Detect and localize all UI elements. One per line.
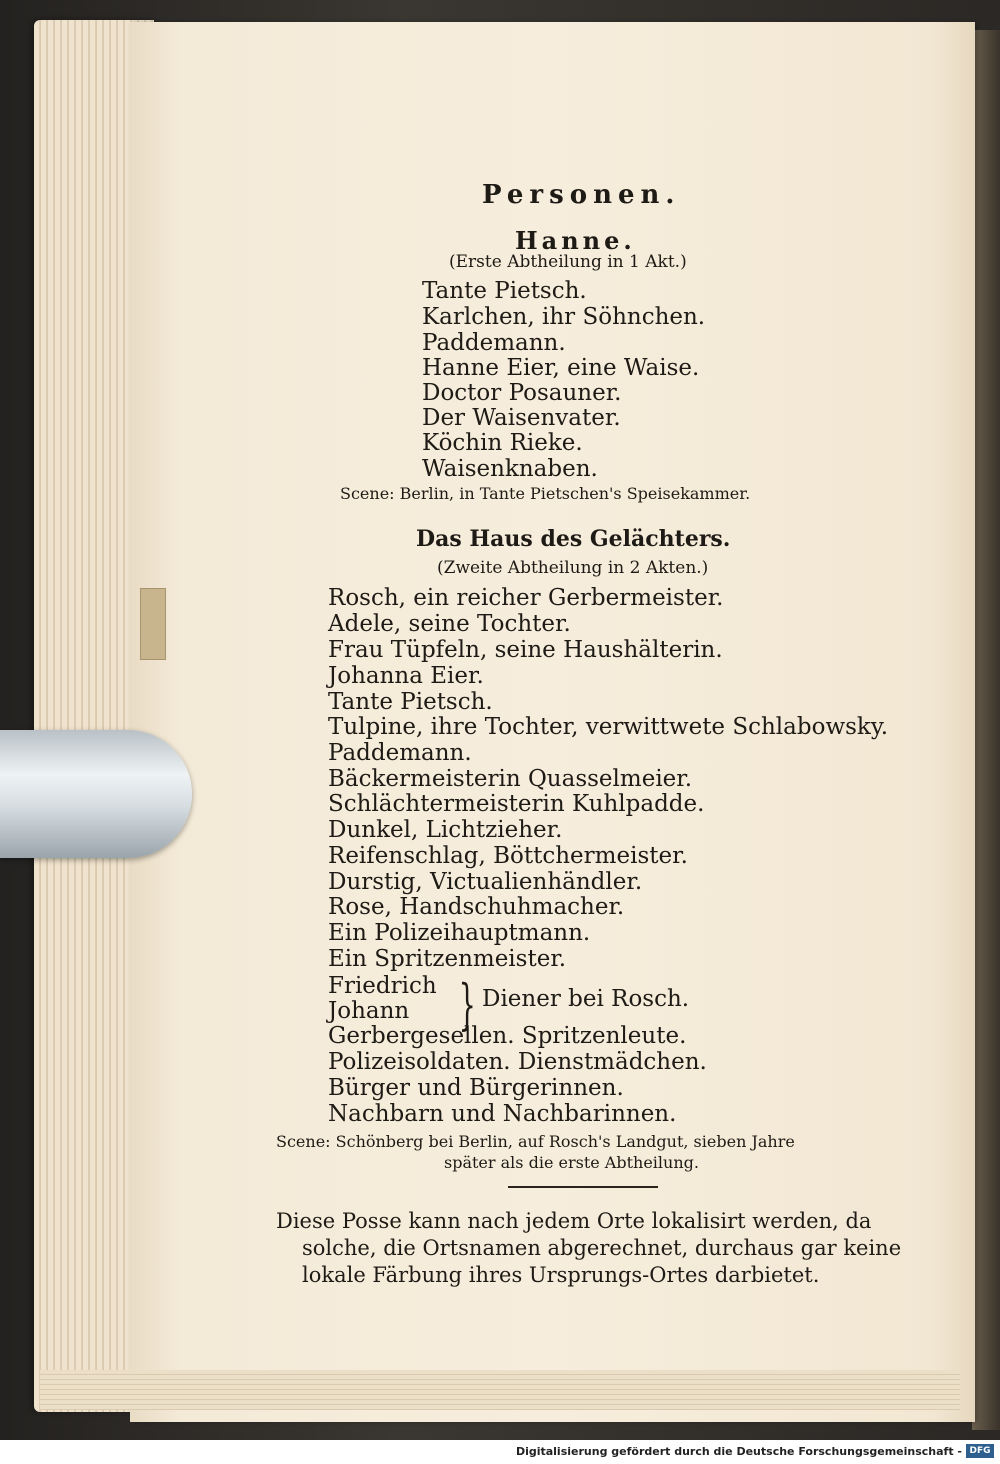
part2-role-group: Gerbergesellen. Spritzenleute.	[328, 1023, 687, 1049]
part1-role: Waisenknaben.	[422, 456, 598, 482]
digitization-credit: Digitalisierung gefördert durch die Deutsche Forschungsgemeinschaft -	[515, 1445, 962, 1458]
part2-role: Rosch, ein reicher Gerbermeister.	[328, 585, 724, 611]
note-line: solche, die Ortsnamen abgerechnet, durchaus gar keine	[302, 1236, 902, 1260]
part2-scene: später als die erste Abtheilung.	[444, 1153, 699, 1172]
book-bottom-edges	[40, 1370, 960, 1410]
part2-role: Ein Polizeihauptmann.	[328, 920, 591, 946]
part1-subtitle: (Erste Abtheilung in 1 Akt.)	[449, 252, 687, 272]
part2-role-group: Bürger und Bürgerinnen.	[328, 1075, 624, 1101]
dfg-logo: DFG	[966, 1444, 994, 1458]
part1-role: Doctor Posauner.	[422, 380, 622, 406]
part2-role: Tante Pietsch.	[328, 689, 493, 715]
section-divider	[508, 1186, 658, 1188]
part2-role: Tulpine, ihre Tochter, verwittwete Schlabowsky.	[328, 714, 889, 740]
part2-role: Johanna Eier.	[328, 663, 484, 689]
servant-name: Friedrich	[328, 973, 437, 999]
page-clip	[0, 730, 192, 858]
part1-scene: Scene: Berlin, in Tante Pietschen's Speisekammer.	[340, 484, 751, 503]
part1-role: Der Waisenvater.	[422, 405, 621, 431]
part2-role: Ein Spritzenmeister.	[328, 946, 567, 972]
book-spine-edge	[972, 30, 1000, 1430]
servants-description: Diener bei Rosch.	[482, 986, 690, 1012]
page-title: Personen.	[482, 180, 681, 210]
part1-role: Hanne Eier, eine Waise.	[422, 355, 700, 381]
part2-role: Dunkel, Lichtzieher.	[328, 817, 563, 843]
part2-title: Das Haus des Gelächters.	[416, 526, 731, 552]
part2-role: Adele, seine Tochter.	[328, 611, 571, 637]
part2-scene: Scene: Schönberg bei Berlin, auf Rosch's Landgut, sieben Jahre	[276, 1132, 795, 1151]
part2-subtitle: (Zweite Abtheilung in 2 Akten.)	[437, 558, 709, 578]
brace-symbol: }	[458, 973, 476, 1036]
part2-role: Frau Tüpfeln, seine Haushälterin.	[328, 637, 723, 663]
part2-role: Reifenschlag, Böttchermeister.	[328, 843, 688, 869]
part1-role: Tante Pietsch.	[422, 278, 587, 304]
part2-role-group: Nachbarn und Nachbarinnen.	[328, 1101, 677, 1127]
part2-role: Durstig, Victualienhändler.	[328, 869, 643, 895]
note-line: Diese Posse kann nach jedem Orte lokalisirt werden, da	[276, 1209, 872, 1233]
part2-role: Schlächtermeisterin Kuhlpadde.	[328, 791, 705, 817]
part2-role: Paddemann.	[328, 740, 472, 766]
part1-role: Karlchen, ihr Söhnchen.	[422, 304, 706, 330]
part2-role: Bäckermeisterin Quasselmeier.	[328, 766, 693, 792]
part1-role: Paddemann.	[422, 330, 566, 356]
part2-role: Rose, Handschuhmacher.	[328, 894, 625, 920]
servant-name: Johann	[328, 998, 410, 1024]
part2-role-group: Polizeisoldaten. Dienstmädchen.	[328, 1049, 707, 1075]
part1-title: Hanne.	[515, 226, 636, 255]
note-line: lokale Färbung ihres Ursprungs-Ortes darbietet.	[302, 1263, 820, 1287]
bookmark-tab	[140, 588, 166, 660]
part1-role: Köchin Rieke.	[422, 430, 583, 456]
